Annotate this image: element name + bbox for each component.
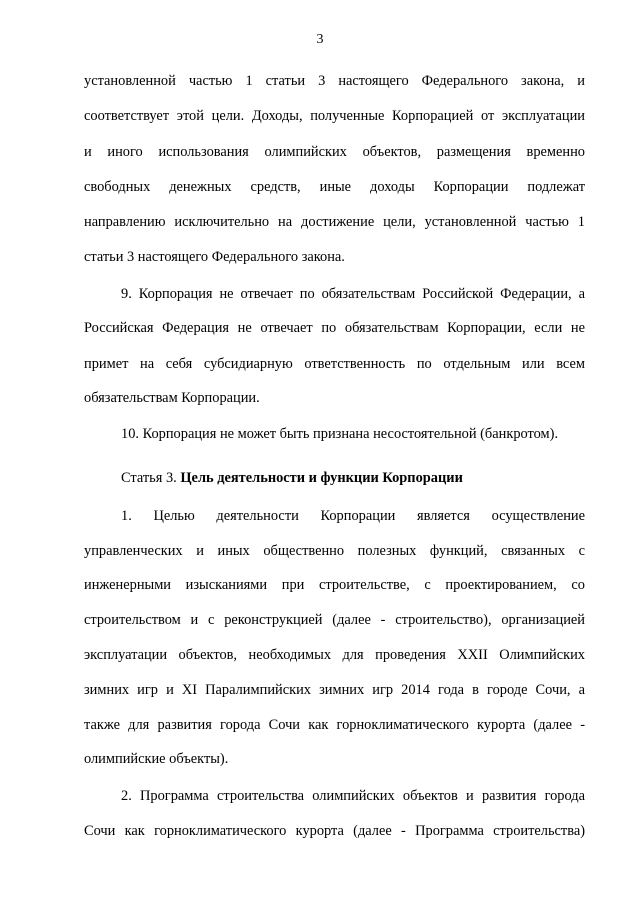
text-line: установленной частью 1 статьи 3 настоящего Федерального закона, и [84,73,585,89]
text-line: эксплуатации объектов, необходимых для проведения XXII Олимпийских [84,647,585,663]
text-line: также для развития города Сочи как горноклиматического курорта (далее - [84,717,585,733]
text-line: примет на себя субсидиарную ответственность по отдельным или всем [84,356,585,372]
text-line: 1. Целью деятельности Корпорации является осуществление [121,508,585,524]
article-title: Цель деятельности и функции Корпорации [180,470,463,486]
article-prefix: Статья 3. [121,470,181,486]
text-line: олимпийские объекты). [84,751,229,767]
text-line: 9. Корпорация не отвечает по обязательствам Российской Федерации, а [121,286,585,302]
text-line: Российская Федерация не отвечает по обязательствам Корпорации, если не [84,320,585,336]
text-line: соответствует этой цели. Доходы, полученные Корпорацией от эксплуатации [84,108,585,124]
text-line: свободных денежных средств, иные доходы Корпорации подлежат [84,179,585,195]
text-line: инженерными изысканиями при строительстве, с проектированием, со [84,577,585,593]
text-line: статьи 3 настоящего Федерального закона. [84,249,345,265]
text-line: зимних игр и XI Паралимпийских зимних игр 2014 года в городе Сочи, а [84,682,585,698]
text-line: строительством и с реконструкцией (далее - строительство), организацией [84,612,585,628]
text-line: и иного использования олимпийских объектов, размещения временно [84,144,585,160]
text-line: обязательствам Корпорации. [84,390,260,406]
text-line: Сочи как горноклиматического курорта (далее - Программа строительства) [84,823,585,839]
page-number: 3 [316,32,324,47]
text-line: направлению исключительно на достижение цели, установленной частью 1 [84,214,585,230]
article-heading [121,469,585,487]
text-line: управленческих и иных общественно полезных функций, связанных с [84,543,585,559]
text-line: 10. Корпорация не может быть признана несостоятельной (банкротом). [121,426,559,442]
text-line: 2. Программа строительства олимпийских объектов и развития города [121,788,585,804]
